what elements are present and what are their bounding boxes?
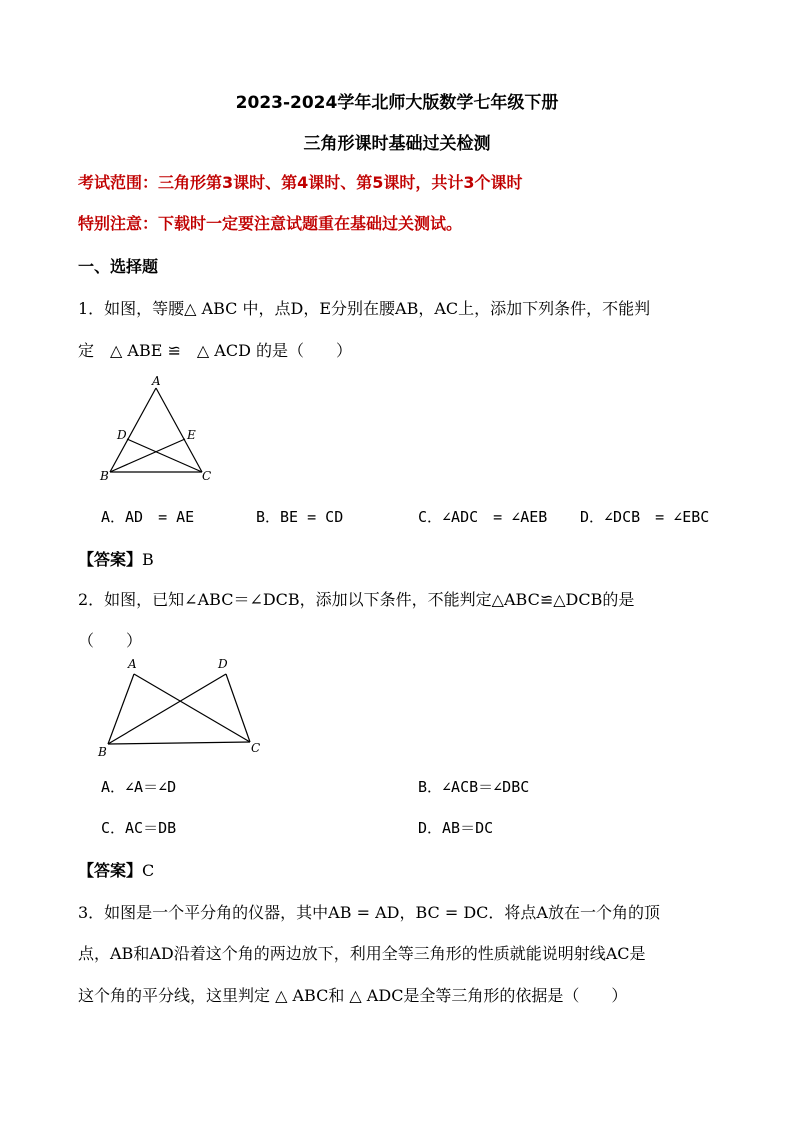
question-1-figure [96,372,226,486]
question-2-answer [78,858,154,881]
answer-value: B [142,550,154,569]
question-2-option-d[interactable]: D．AB＝DC [418,819,494,837]
fig2-label-a: A [128,657,137,671]
question-1-answer [78,547,154,570]
fig1-label-e: E [187,428,196,442]
question-1-option-b[interactable]: B．BE = CD [256,508,344,526]
page-subtitle: 三角形课时基础过关检测 [303,134,491,154]
section-heading-choice: 一、选择题 [78,257,159,276]
question-1-text-line1: 1．如图，等腰△ ABC 中，点D，E分别在腰AB，AC上，添加下列条件，不能判 [78,299,651,318]
fig1-label-c: C [202,469,212,483]
exam-scope-notice: 考试范围：三角形第3课时、第4课时、第5课时，共计3个课时 [78,173,523,192]
fig1-label-a: A [152,374,161,388]
question-2-option-b[interactable]: B．∠ACB＝∠DBC [418,778,530,796]
answer-value: C [142,861,155,880]
question-3-text-line2: 点，AB和AD沿着这个角的两边放下，利用全等三角形的性质就能说明射线AC是 [78,944,646,963]
question-2-option-a[interactable]: A．∠A＝∠D [101,778,177,796]
question-2-text-line1: 2．如图，已知∠ABC＝∠DCB，添加以下条件，不能判定△ABC≌△DCB的是 [78,590,635,609]
question-2-option-c[interactable]: C．AC＝DB [101,819,177,837]
question-1-text-line2: 定 △ ABE ≌ △ ACD 的是（ ） [78,341,352,360]
question-1-option-d[interactable]: D．∠DCB = ∠EBC [580,508,710,526]
question-2-figure [96,654,268,758]
question-2-text-line2: （ ） [78,631,143,650]
question-1-option-a[interactable]: A．AD = AE [101,508,195,526]
fig2-label-b: B [98,745,107,758]
question-3-text-line1: 3．如图是一个平分角的仪器，其中AB = AD，BC = DC．将点A放在一个角的顶 [78,903,660,922]
fig1-label-d: D [117,428,127,442]
question-3-text-line3: 这个角的平分线，这里判定 △ ABC和 △ ADC是全等三角形的依据是（ ） [78,986,628,1005]
question-1-option-c[interactable]: C．∠ADC = ∠AEB [418,508,548,526]
answer-label: 【答案】 [78,861,143,880]
page-title: 2023-2024学年北师大版数学七年级下册 [235,93,559,113]
fig2-label-c: C [251,741,261,755]
special-note: 特别注意：下载时一定要注意试题重在基础过关测试。 [78,214,463,233]
fig2-label-d: D [218,657,228,671]
answer-label: 【答案】 [78,550,143,569]
fig1-label-b: B [100,469,109,483]
